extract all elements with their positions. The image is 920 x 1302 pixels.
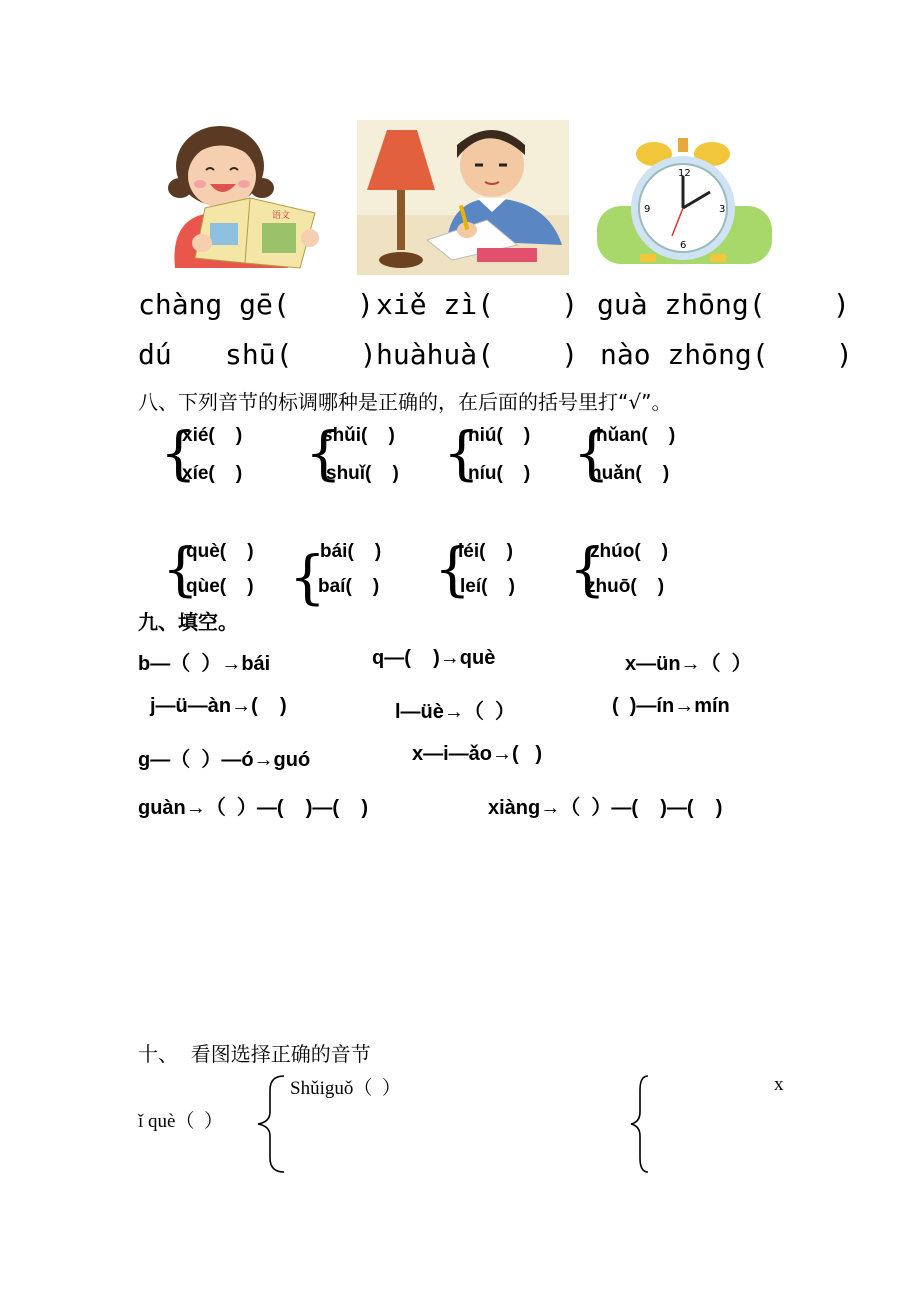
option-lei-2: leí( ) <box>460 576 515 597</box>
option-zhuo-2: zhuō( ) <box>586 576 665 597</box>
option-lei-1: léi( ) <box>458 541 513 562</box>
brace: { <box>160 419 197 487</box>
brace: { <box>573 419 610 487</box>
brace: { <box>434 535 471 603</box>
girl-reading-picture <box>150 118 330 276</box>
option-que-2: qùe( ) <box>186 576 254 597</box>
fill-xun: x—ün→（ ） <box>625 653 752 675</box>
fill-que: q—( )→què <box>372 647 496 669</box>
fill-juan: j—ü—àn→( ) <box>150 695 287 717</box>
svg-text:3: 3 <box>719 204 726 215</box>
svg-text:9: 9 <box>644 204 651 215</box>
pinyin-huahua: huàhuà( ) <box>376 338 579 371</box>
option-zhuo-1: zhúo( ) <box>590 541 669 562</box>
option-que-1: què( ) <box>186 541 254 562</box>
pinyin-naozhong: nào zhōng( ) <box>600 338 853 371</box>
svg-text:6: 6 <box>680 240 687 251</box>
option-bai-2: baí( ) <box>318 576 380 597</box>
option-x-right: x <box>774 1074 784 1095</box>
section-9-title: 九、填空。 <box>138 610 238 634</box>
brace: { <box>443 419 480 487</box>
option-shuiguo: Shǔiguǒ（ ） <box>290 1078 401 1099</box>
option-xie-2: xíe( ) <box>182 463 243 484</box>
boy-writing-picture <box>357 120 569 275</box>
brace: { <box>162 535 199 603</box>
option-huan-1: hǔan( ) <box>596 425 676 446</box>
option-niu-1: niú( ) <box>468 425 531 446</box>
option-shui-2: shuǐ( ) <box>326 463 399 484</box>
brace: { <box>569 535 606 603</box>
left-brace <box>252 1074 288 1174</box>
pinyin-changge: chàng gē( ) <box>138 288 375 321</box>
brace: { <box>289 543 326 611</box>
brace: { <box>305 419 342 487</box>
section-8-title: 八、下列音节的标调哪种是正确的，在后面的括号里打“√”。 <box>138 390 672 414</box>
right-brace <box>628 1074 652 1174</box>
fill-lue: l—üè→（ ） <box>395 701 516 723</box>
pinyin-du: dú <box>138 338 172 371</box>
option-que-left: ǐ què（ ） <box>138 1111 223 1132</box>
fill-bai: b—（ ）→bái <box>138 653 271 675</box>
option-shui-1: shǔi( ) <box>322 425 395 446</box>
fill-xiao: x—i—ǎo→( ) <box>412 743 543 765</box>
option-huan-2: huǎn( ) <box>590 463 670 484</box>
fill-guo: g—（ ）—ó→guó <box>138 749 311 771</box>
pinyin-guazhong: guà zhōng( ) <box>597 288 850 321</box>
option-xie-1: xié( ) <box>182 425 243 446</box>
fill-guan: guàn→（ ）—( )—( ) <box>138 797 368 819</box>
fill-xiang: xiàng→（ ）—( )—( ) <box>488 797 723 819</box>
svg-text:语文: 语文 <box>272 211 291 221</box>
pinyin-xiezi: xiě zì( ) <box>376 288 579 321</box>
fill-min: ( )—ín→mín <box>612 695 730 717</box>
option-bai-1: bái( ) <box>320 541 382 562</box>
pinyin-shu: shū( ) <box>225 338 377 371</box>
section-10-title: 十、 看图选择正确的音节 <box>138 1042 371 1066</box>
svg-text:12: 12 <box>678 168 691 179</box>
option-niu-2: níu( ) <box>468 463 531 484</box>
alarm-clock-picture <box>592 136 774 266</box>
